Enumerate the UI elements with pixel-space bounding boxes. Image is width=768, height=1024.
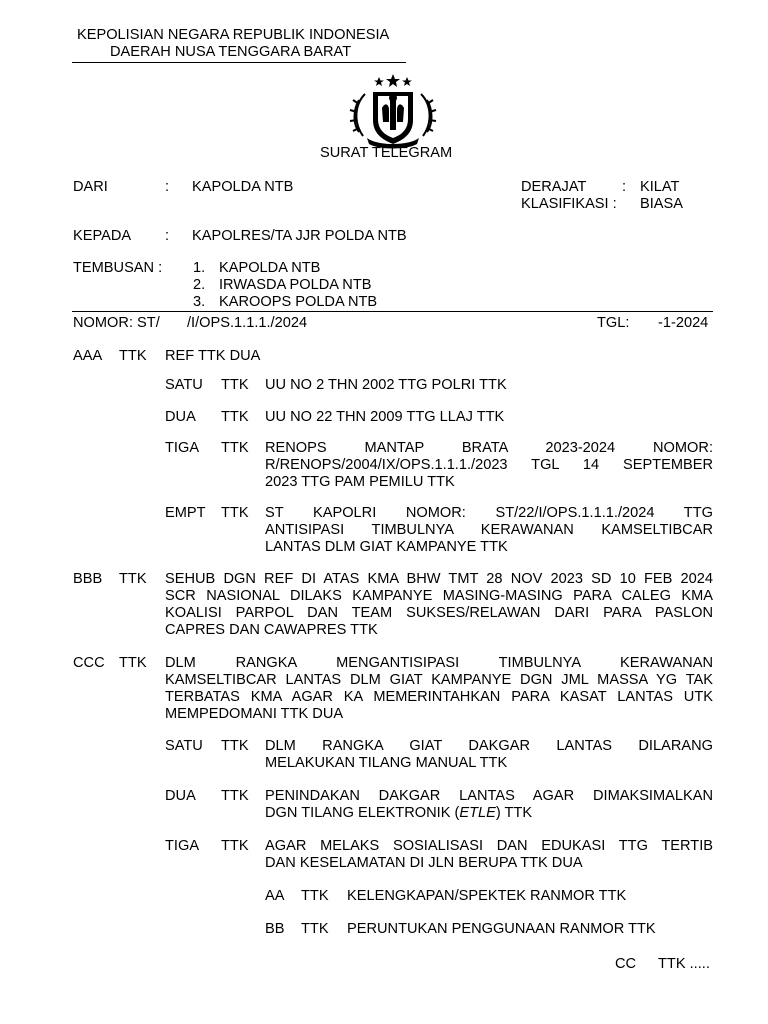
tgl-label: TGL: [597, 315, 630, 331]
ccc-tiga-code: TIGA [165, 838, 200, 854]
ccc-satu-ttk: TTK [221, 738, 249, 754]
ccc-satu-line-2: MELAKUKAN TILANG MANUAL TTK [265, 755, 508, 771]
tiga-bb-code: BB [265, 921, 285, 937]
bbb-ttk: TTK [119, 571, 147, 587]
tiga-aa-text: KELENGKAPAN/SPEKTEK RANMOR TTK [347, 888, 627, 904]
ccc-line-3: TERBATAS KMA AGAR KA MEMERINTAHKAN PARA KASAT LANTAS UTK [165, 689, 713, 705]
tembusan-num-2: 2. [193, 277, 206, 293]
aaa-satu-text: UU NO 2 THN 2002 TTG POLRI TTK [265, 377, 507, 393]
dari-colon: : [165, 179, 170, 195]
klasifikasi-label: KLASIFIKASI : [521, 196, 617, 212]
aaa-tiga-line-2: R/RENOPS/2004/IX/OPS.1.1.1./2023 TGL 14 SEPTEMBER [265, 457, 713, 473]
aaa-empt-line-3: LANTAS DLM GIAT KAMPANYE TTK [265, 539, 508, 555]
tembusan-item-2: IRWASDA POLDA NTB [219, 277, 372, 293]
tiga-aa-ttk: TTK [301, 888, 329, 904]
aaa-dua-text: UU NO 22 THN 2009 TTG LLAJ TTK [265, 409, 505, 425]
aaa-empt-line-2: ANTISIPASI TIMBULNYA KERAWANAN KAMSELTIBCAR [265, 522, 713, 538]
aaa-code: AAA [73, 348, 103, 364]
ccc-line-4: MEMPEDOMANI TTK DUA [165, 706, 344, 722]
ccc-line-2: KAMSELTIBCAR LANTAS DLM GIAT KAMPANYE DGN JML MASSA YG TAK [165, 672, 713, 688]
ccc-line-1: DLM RANGKA MENGANTISIPASI TIMBULNYA KERAWANAN [165, 655, 713, 671]
document-title: SURAT TELEGRAM [320, 145, 453, 161]
dari-label: DARI [73, 179, 108, 195]
ccc-dua-line-2-post: ) TTK [495, 805, 533, 821]
tembusan-label: TEMBUSAN : [73, 260, 163, 276]
etle-text: ETLE [459, 805, 496, 821]
dari-value: KAPOLDA NTB [192, 179, 294, 195]
ccc-dua-line-2 [265, 805, 532, 822]
ccc-dua-ttk: TTK [221, 788, 249, 804]
aaa-dua-code: DUA [165, 409, 196, 425]
bbb-line-2: SCR NASIONAL DILAKS KAMPANYE MASING-MASING PARA CALEG KMA [165, 588, 713, 604]
ccc-code: CCC [73, 655, 105, 671]
tembusan-num-1: 1. [193, 260, 206, 276]
header-line-1: KEPOLISIAN NEGARA REPUBLIK INDONESIA [77, 27, 390, 43]
kepada-label: KEPADA [73, 228, 132, 244]
aaa-empt-ttk: TTK [221, 505, 249, 521]
bbb-line-3: KOALISI PARPOL DAN TEAM SUKSES/RELAWAN DARI PARA PASLON [165, 605, 713, 621]
bbb-line-4: CAPRES DAN CAWAPRES TTK [165, 622, 378, 638]
nomor-divider [72, 311, 713, 312]
tiga-bb-ttk: TTK [301, 921, 329, 937]
tgl-value: -1-2024 [658, 315, 709, 331]
ccc-dua-line-1: PENINDAKAN DAKGAR LANTAS AGAR DIMAKSIMALKAN [265, 788, 713, 804]
tiga-bb-text: PERUNTUKAN PENGGUNAAN RANMOR TTK [347, 921, 656, 937]
aaa-tiga-ttk: TTK [221, 440, 249, 456]
ccc-tiga-line-2: DAN KESELAMATAN DI JLN BERUPA TTK DUA [265, 855, 583, 871]
tiga-aa-code: AA [265, 888, 285, 904]
tembusan-num-3: 3. [193, 294, 206, 310]
ccc-tiga-ttk: TTK [221, 838, 249, 854]
aaa-empt-line-1: ST KAPOLRI NOMOR: ST/22/I/OPS.1.1.1./2024 TTG [265, 505, 713, 521]
aaa-text: REF TTK DUA [165, 348, 261, 364]
tembusan-item-1: KAPOLDA NTB [219, 260, 321, 276]
header-line-2: DAERAH NUSA TENGGARA BARAT [110, 44, 352, 60]
klasifikasi-value: BIASA [640, 196, 683, 212]
derajat-value: KILAT [640, 179, 680, 195]
ccc-tiga-line-1: AGAR MELAKS SOSIALISASI DAN EDUKASI TTG TERTIB [265, 838, 713, 854]
nomor-label: NOMOR: ST/ [73, 315, 160, 331]
tembusan-item-3: KAROOPS POLDA NTB [219, 294, 378, 310]
aaa-dua-ttk: TTK [221, 409, 249, 425]
nomor-value: /I/OPS.1.1.1./2024 [187, 315, 308, 331]
aaa-tiga-code: TIGA [165, 440, 200, 456]
aaa-tiga-line-3: 2023 TTG PAM PEMILU TTK [265, 474, 455, 490]
ccc-dua-line-2-pre: DGN TILANG ELEKTRONIK ( [265, 805, 460, 821]
police-emblem-icon [345, 74, 441, 150]
ccc-ttk: TTK [119, 655, 147, 671]
ccc-dua-code: DUA [165, 788, 196, 804]
aaa-empt-code: EMPT [165, 505, 206, 521]
bbb-line-1: SEHUB DGN REF DI ATAS KMA BHW TMT 28 NOV 2023 SD 10 FEB 2024 [165, 571, 713, 587]
aaa-tiga-line-1: RENOPS MANTAP BRATA 2023-2024 NOMOR: [265, 440, 713, 456]
continuation-ttk: TTK ..... [658, 956, 710, 972]
kepada-colon: : [165, 228, 170, 244]
bbb-code: BBB [73, 571, 103, 587]
aaa-satu-ttk: TTK [221, 377, 249, 393]
header-underline [72, 62, 406, 63]
ccc-satu-line-1: DLM RANGKA GIAT DAKGAR LANTAS DILARANG [265, 738, 713, 754]
kepada-value: KAPOLRES/TA JJR POLDA NTB [192, 228, 407, 244]
continuation-code: CC [615, 956, 637, 972]
aaa-satu-code: SATU [165, 377, 203, 393]
derajat-colon: : [622, 179, 627, 195]
aaa-ttk: TTK [119, 348, 147, 364]
derajat-label: DERAJAT [521, 179, 587, 195]
ccc-satu-code: SATU [165, 738, 203, 754]
